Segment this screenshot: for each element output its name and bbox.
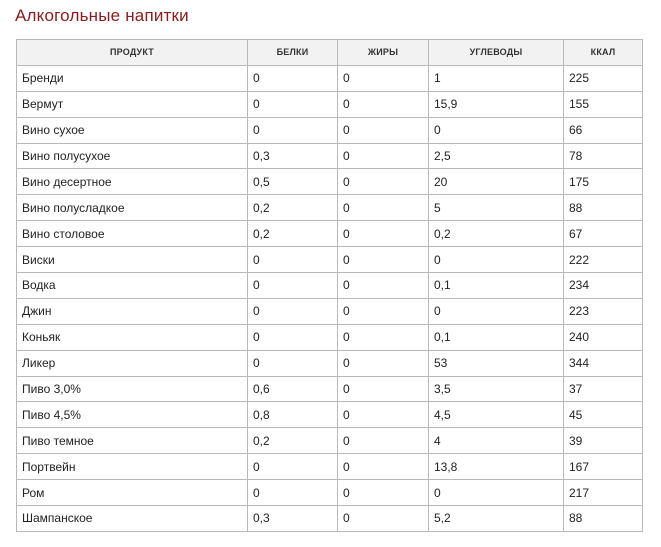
column-header-product: ПРОДУКТ — [17, 40, 248, 66]
carbs-cell: 0 — [429, 480, 564, 506]
column-header-kcal: ККАЛ — [564, 40, 643, 66]
product-cell: Бренди — [17, 65, 248, 91]
kcal-cell: 37 — [564, 376, 643, 402]
protein-cell: 0 — [248, 350, 338, 376]
fat-cell: 0 — [338, 247, 429, 273]
protein-cell: 0 — [248, 91, 338, 117]
product-cell: Пиво темное — [17, 428, 248, 454]
product-cell: Пиво 4,5% — [17, 402, 248, 428]
carbs-cell: 4,5 — [429, 402, 564, 428]
fat-cell: 0 — [338, 350, 429, 376]
carbs-cell: 0,2 — [429, 221, 564, 247]
carbs-cell: 53 — [429, 350, 564, 376]
protein-cell: 0 — [248, 454, 338, 480]
product-cell: Джин — [17, 298, 248, 324]
kcal-cell: 240 — [564, 324, 643, 350]
column-header-protein: БЕЛКИ — [248, 40, 338, 66]
carbs-cell: 0,1 — [429, 273, 564, 299]
product-cell: Ром — [17, 480, 248, 506]
product-cell: Пиво 3,0% — [17, 376, 248, 402]
table-row — [17, 117, 643, 143]
kcal-cell: 78 — [564, 143, 643, 169]
carbs-cell: 15,9 — [429, 91, 564, 117]
kcal-cell: 234 — [564, 273, 643, 299]
table-row — [17, 298, 643, 324]
protein-cell: 0,5 — [248, 169, 338, 195]
protein-cell: 0 — [248, 65, 338, 91]
table-row — [17, 324, 643, 350]
fat-cell: 0 — [338, 143, 429, 169]
table-row — [17, 454, 643, 480]
fat-cell: 0 — [338, 324, 429, 350]
table-row — [17, 91, 643, 117]
page-title: Алкогольные напитки — [15, 6, 189, 25]
protein-cell: 0,2 — [248, 221, 338, 247]
product-cell: Коньяк — [17, 324, 248, 350]
kcal-cell: 39 — [564, 428, 643, 454]
protein-cell: 0 — [248, 324, 338, 350]
kcal-cell: 88 — [564, 195, 643, 221]
product-cell: Виски — [17, 247, 248, 273]
protein-cell: 0 — [248, 247, 338, 273]
table-body — [17, 65, 643, 531]
carbs-cell: 0,1 — [429, 324, 564, 350]
kcal-cell: 225 — [564, 65, 643, 91]
fat-cell: 0 — [338, 402, 429, 428]
protein-cell: 0,6 — [248, 376, 338, 402]
kcal-cell: 217 — [564, 480, 643, 506]
protein-cell: 0,2 — [248, 195, 338, 221]
table-row — [17, 506, 643, 532]
table-header-row — [17, 40, 643, 66]
product-cell: Вермут — [17, 91, 248, 117]
fat-cell: 0 — [338, 65, 429, 91]
kcal-cell: 167 — [564, 454, 643, 480]
fat-cell: 0 — [338, 195, 429, 221]
carbs-cell: 1 — [429, 65, 564, 91]
product-cell: Портвейн — [17, 454, 248, 480]
kcal-cell: 344 — [564, 350, 643, 376]
table-row — [17, 480, 643, 506]
kcal-cell: 222 — [564, 247, 643, 273]
product-cell: Вино столовое — [17, 221, 248, 247]
kcal-cell: 67 — [564, 221, 643, 247]
table-row — [17, 428, 643, 454]
carbs-cell: 20 — [429, 169, 564, 195]
table-row — [17, 143, 643, 169]
kcal-cell: 45 — [564, 402, 643, 428]
protein-cell: 0 — [248, 273, 338, 299]
protein-cell: 0,2 — [248, 428, 338, 454]
protein-cell: 0,3 — [248, 143, 338, 169]
column-header-fat: ЖИРЫ — [338, 40, 429, 66]
fat-cell: 0 — [338, 506, 429, 532]
table-row — [17, 195, 643, 221]
fat-cell: 0 — [338, 454, 429, 480]
fat-cell: 0 — [338, 117, 429, 143]
carbs-cell: 0 — [429, 247, 564, 273]
fat-cell: 0 — [338, 273, 429, 299]
nutrition-table — [16, 39, 643, 532]
product-cell: Шампанское — [17, 506, 248, 532]
table-row — [17, 376, 643, 402]
table-row — [17, 350, 643, 376]
carbs-cell: 4 — [429, 428, 564, 454]
fat-cell: 0 — [338, 169, 429, 195]
carbs-cell: 5,2 — [429, 506, 564, 532]
fat-cell: 0 — [338, 91, 429, 117]
table-row — [17, 273, 643, 299]
kcal-cell: 175 — [564, 169, 643, 195]
product-cell: Ликер — [17, 350, 248, 376]
carbs-cell: 2,5 — [429, 143, 564, 169]
product-cell: Водка — [17, 273, 248, 299]
protein-cell: 0 — [248, 298, 338, 324]
product-cell: Вино сухое — [17, 117, 248, 143]
kcal-cell: 66 — [564, 117, 643, 143]
carbs-cell: 13,8 — [429, 454, 564, 480]
kcal-cell: 155 — [564, 91, 643, 117]
table-row — [17, 247, 643, 273]
carbs-cell: 3,5 — [429, 376, 564, 402]
product-cell: Вино полусухое — [17, 143, 248, 169]
protein-cell: 0,8 — [248, 402, 338, 428]
fat-cell: 0 — [338, 480, 429, 506]
product-cell: Вино полусладкое — [17, 195, 248, 221]
carbs-cell: 0 — [429, 298, 564, 324]
fat-cell: 0 — [338, 428, 429, 454]
protein-cell: 0,3 — [248, 506, 338, 532]
fat-cell: 0 — [338, 221, 429, 247]
table-row — [17, 169, 643, 195]
fat-cell: 0 — [338, 298, 429, 324]
kcal-cell: 223 — [564, 298, 643, 324]
table-row — [17, 402, 643, 428]
protein-cell: 0 — [248, 117, 338, 143]
table-row — [17, 65, 643, 91]
carbs-cell: 5 — [429, 195, 564, 221]
table-row — [17, 221, 643, 247]
fat-cell: 0 — [338, 376, 429, 402]
protein-cell: 0 — [248, 480, 338, 506]
carbs-cell: 0 — [429, 117, 564, 143]
product-cell: Вино десертное — [17, 169, 248, 195]
column-header-carbs: УГЛЕВОДЫ — [429, 40, 564, 66]
kcal-cell: 88 — [564, 506, 643, 532]
